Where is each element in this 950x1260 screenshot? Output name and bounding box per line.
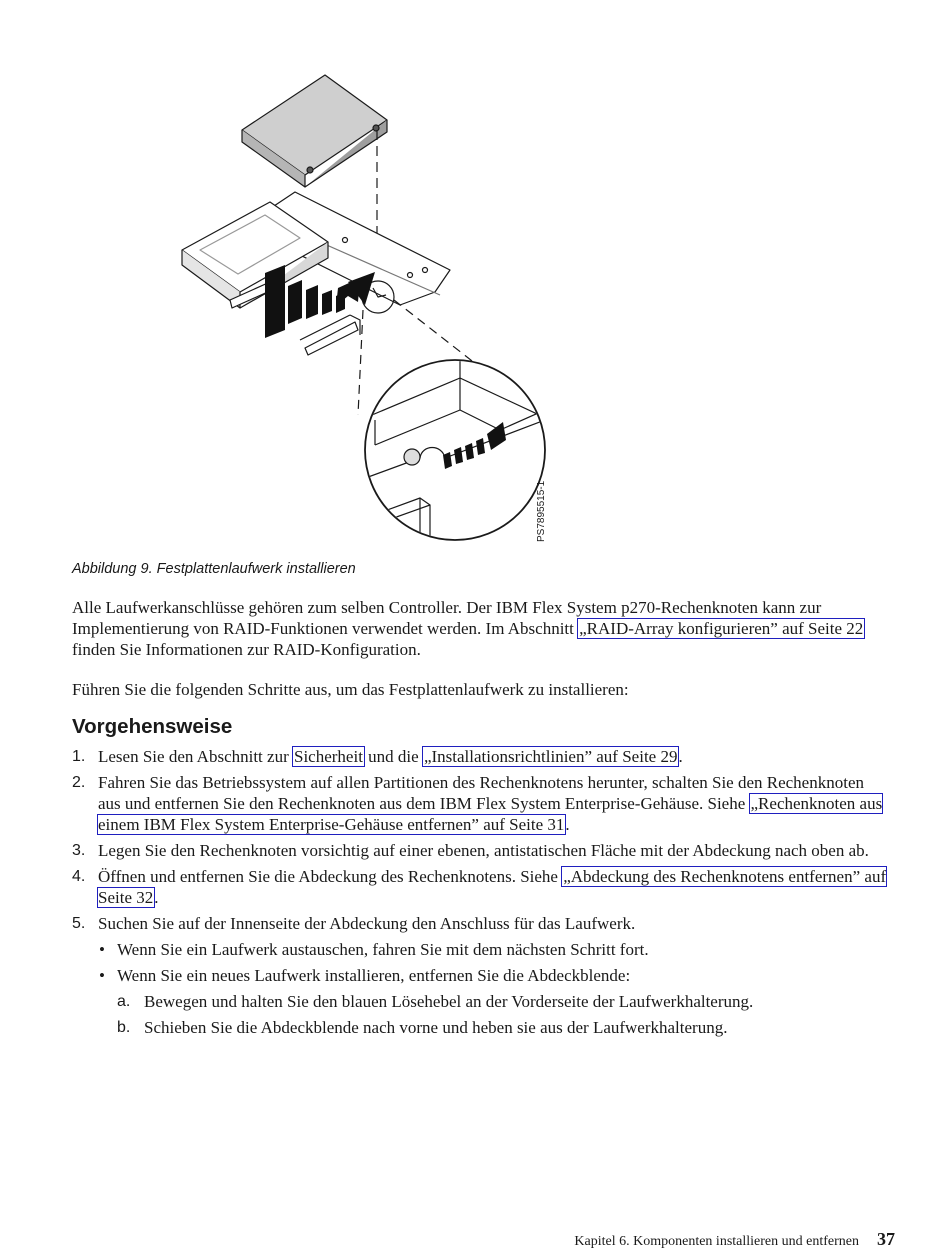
link-raid-array[interactable]: „RAID-Array konfigurieren” auf Seite 22 [579, 619, 864, 638]
step-1 [72, 746, 887, 767]
paragraph-text: finden Sie Informationen zur RAID-Konfiguration. [72, 640, 421, 659]
link-installation-guidelines[interactable]: „Installationsrichtlinien” auf Seite 29 [423, 747, 678, 766]
step-text: . [565, 815, 570, 834]
step-number: 2. [72, 774, 86, 791]
link-safety[interactable]: Sicherheit [294, 747, 363, 766]
link-remove-node[interactable]: „Rechenknoten aus einem IBM Flex System Enterprise-Gehäuse entfernen” auf Seite 31 [98, 794, 883, 834]
substep-label: b. [117, 1019, 131, 1036]
part-number-label: PS7895515-1 [536, 480, 547, 542]
step-text: und die [363, 747, 423, 766]
procedure-steps [72, 746, 887, 1043]
substep-text: Bewegen und halten Sie den blauen Lösehebel an der Vorderseite der Laufwerkhalterung. [144, 992, 754, 1011]
footer-chapter: Kapitel 6. Komponenten installieren und entfernen [574, 1234, 859, 1249]
paragraph-text: Alle Laufwerkanschlüsse gehören zum selben Controller. Der IBM Flex System p270-Rechenknoten kann zur Implementierung von RAID-Funktionen verwendet werden. Im Abschnitt [72, 598, 822, 638]
paragraph-raid-intro [72, 597, 887, 660]
step-5 [72, 913, 887, 1038]
step-number: 1. [72, 748, 86, 765]
drive-install-illustration [160, 60, 580, 560]
step-text: . [154, 888, 159, 907]
substep-text: Schieben Sie die Abdeckblende nach vorne und heben sie aus der Laufwerkhalterung. [144, 1018, 728, 1037]
step-text: Suchen Sie auf der Innenseite der Abdeckung den Anschluss für das Laufwerk. [98, 914, 636, 933]
substep-b [117, 1017, 887, 1038]
step-text: Öffnen und entfernen Sie die Abdeckung des Rechenknotens. Siehe [98, 867, 563, 886]
paragraph-steps-intro: Führen Sie die folgenden Schritte aus, um das Festplattenlaufwerk zu installieren: [72, 680, 629, 699]
substeps [117, 991, 887, 1038]
page-number: 37 [877, 1229, 895, 1249]
bullet-text: Wenn Sie ein Laufwerk austauschen, fahren Sie mit dem nächsten Schritt fort. [117, 940, 649, 959]
step-text: Lesen Sie den Abschnitt zur [98, 747, 293, 766]
bullet-text: Wenn Sie ein neues Laufwerk installieren, entfernen Sie die Abdeckblende: [117, 966, 631, 985]
step-number: 4. [72, 868, 86, 885]
step-number: 3. [72, 842, 86, 859]
bullet-icon: • [99, 966, 105, 985]
step-2 [72, 772, 887, 835]
substep-label: a. [117, 993, 131, 1010]
step-3 [72, 840, 887, 861]
step-4 [72, 866, 887, 908]
bullet-icon: • [99, 940, 105, 959]
step-text: Legen Sie den Rechenknoten vorsichtig auf einer ebenen, antistatischen Fläche mit der Abdeckung nach oben ab. [98, 841, 869, 860]
hard-drive-top [242, 75, 387, 175]
step-text: . [678, 747, 683, 766]
step-number: 5. [72, 915, 86, 932]
bullet-item [98, 965, 887, 1038]
link-remove-cover[interactable]: „Abdeckung des Rechenknotens entfernen” auf Seite 32 [98, 867, 887, 907]
step-5-options [98, 939, 887, 1038]
page-footer [574, 1229, 895, 1250]
figure-caption: Abbildung 9. Festplattenlaufwerk installieren [72, 561, 356, 577]
substep-a [117, 991, 887, 1012]
figure-drive-install [160, 60, 580, 560]
bullet-item [98, 939, 887, 960]
section-heading: Vorgehensweise [72, 715, 233, 738]
step-text: Fahren Sie das Betriebssystem auf allen Partitionen des Rechenknotens herunter, schalten Sie den Rechenknoten aus und entfernen Sie den Rechenknoten aus dem IBM Flex System Enterprise-Gehäuse. Siehe [98, 773, 864, 813]
